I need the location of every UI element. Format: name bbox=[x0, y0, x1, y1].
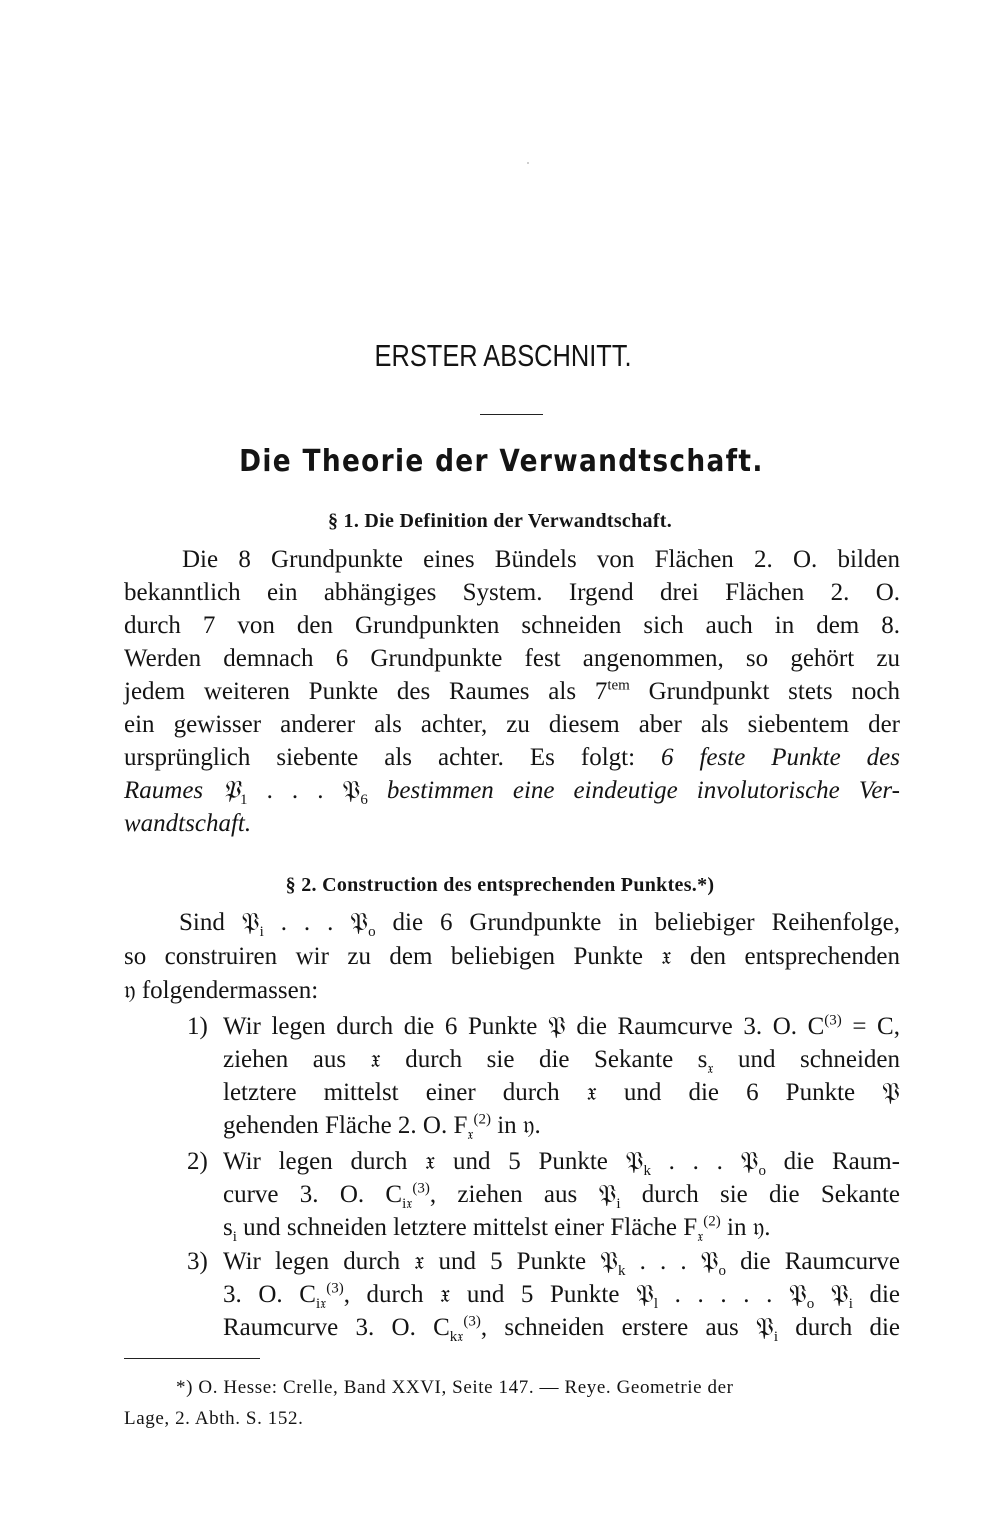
footnote-divider bbox=[124, 1358, 260, 1359]
list-item-line: Wir legen durch 𝔵 und 5 Punkte 𝔓$_k$ . . . 𝔓$_o$ die Raum- bbox=[223, 1148, 900, 1179]
list-item-line: Wir legen durch 𝔵 und 5 Punkte 𝔓$_k$ . . . 𝔓$_o$ die Raumcurve bbox=[223, 1248, 900, 1279]
chapter-title: Die Theorie der Verwandtschaft. bbox=[239, 444, 764, 479]
list-item-line: $s_i$ und schneiden letztere mittelst einer Fläche $F_𝔵^{(2)}$ in 𝔶. bbox=[223, 1213, 771, 1245]
paragraph-line: Raumes 𝔓$_1$ . . . 𝔓$_6$ bestimmen eine eindeutige involutorische Ver- bbox=[124, 777, 900, 808]
list-item-line: 3. O. $C_{i𝔵}^{(3)}$, durch 𝔵 und 5 Punkte 𝔓$_l$ . . . . . 𝔓$_o$ 𝔓$_i$ die bbox=[223, 1280, 901, 1312]
list-item-line: ziehen aus 𝔵 durch sie die Sekante $s_𝔵$ und schneiden bbox=[223, 1046, 900, 1077]
section-1-heading: § 1. Die Definition der Verwandtschaft. bbox=[327, 510, 673, 532]
paragraph-line: durch 7 von den Grundpunkten schneiden sich auch in dem 8. bbox=[124, 612, 900, 639]
paragraph-line: bekanntlich ein abhängiges System. Irgend drei Flächen 2. O. bbox=[124, 579, 900, 606]
list-item-line: curve 3. O. $C_{i𝔵}^{(3)}$, ziehen aus 𝔓$_i$ durch sie die Sekante bbox=[223, 1180, 901, 1212]
paragraph-line: ursprünglich siebente als achter. Es folgt: 6 feste Punkte des bbox=[124, 744, 900, 771]
paragraph-line: 𝔶 folgendermassen: bbox=[124, 977, 319, 1004]
paragraph-line: wandtschaft. bbox=[124, 810, 252, 837]
part-title: ERSTER ABSCHNITT. bbox=[374, 338, 632, 373]
footnote-line: *) O. Hesse: Crelle, Band XXVI, Seite 147. — Reye. Geometrie der bbox=[176, 1377, 734, 1398]
paragraph-line: ein gewisser anderer als achter, zu diesem aber als siebentem der bbox=[124, 711, 900, 738]
footnote-line: Lage, 2. Abth. S. 152. bbox=[124, 1408, 304, 1429]
list-item-line: letztere mittelst einer durch 𝔵 und die 6 Punkte 𝔓 bbox=[223, 1079, 900, 1106]
list-item-line: gehenden Fläche 2. O. $F_𝔵^{(2)}$ in 𝔶. bbox=[223, 1111, 541, 1143]
list-item-line: Wir legen durch die 6 Punkte 𝔓 die Raumcurve 3. O. $C^{(3)} = C$, bbox=[223, 1012, 900, 1040]
paragraph-line: Werden demnach 6 Grundpunkte fest angenommen, so gehört zu bbox=[124, 645, 900, 672]
paragraph-line: so construiren wir zu dem beliebigen Punkte 𝔵 den entsprechenden bbox=[124, 943, 900, 970]
paragraph-line: Sind 𝔓$_i$ . . . 𝔓$_o$ die 6 Grundpunkte in beliebiger Reihenfolge, bbox=[179, 909, 900, 940]
list-item-number: 3) bbox=[187, 1248, 208, 1275]
section-2-heading: § 2. Construction des entsprechenden Punktes.*) bbox=[285, 874, 715, 896]
list-item-number: 2) bbox=[187, 1148, 208, 1175]
title-divider bbox=[480, 414, 543, 415]
paragraph-line: Die 8 Grundpunkte eines Bündels von Flächen 2. O. bilden bbox=[182, 546, 900, 573]
list-item-line: Raumcurve 3. O. $C_{k𝔵}^{(3)}$, schneiden erstere aus 𝔓$_i$ durch die bbox=[223, 1313, 901, 1345]
paragraph-line: jedem weiteren Punkte des Raumes als $7^{tem}$ Grundpunkt stets noch bbox=[124, 677, 900, 705]
scan-speck bbox=[527, 162, 529, 164]
list-item-number: 1) bbox=[187, 1013, 208, 1040]
